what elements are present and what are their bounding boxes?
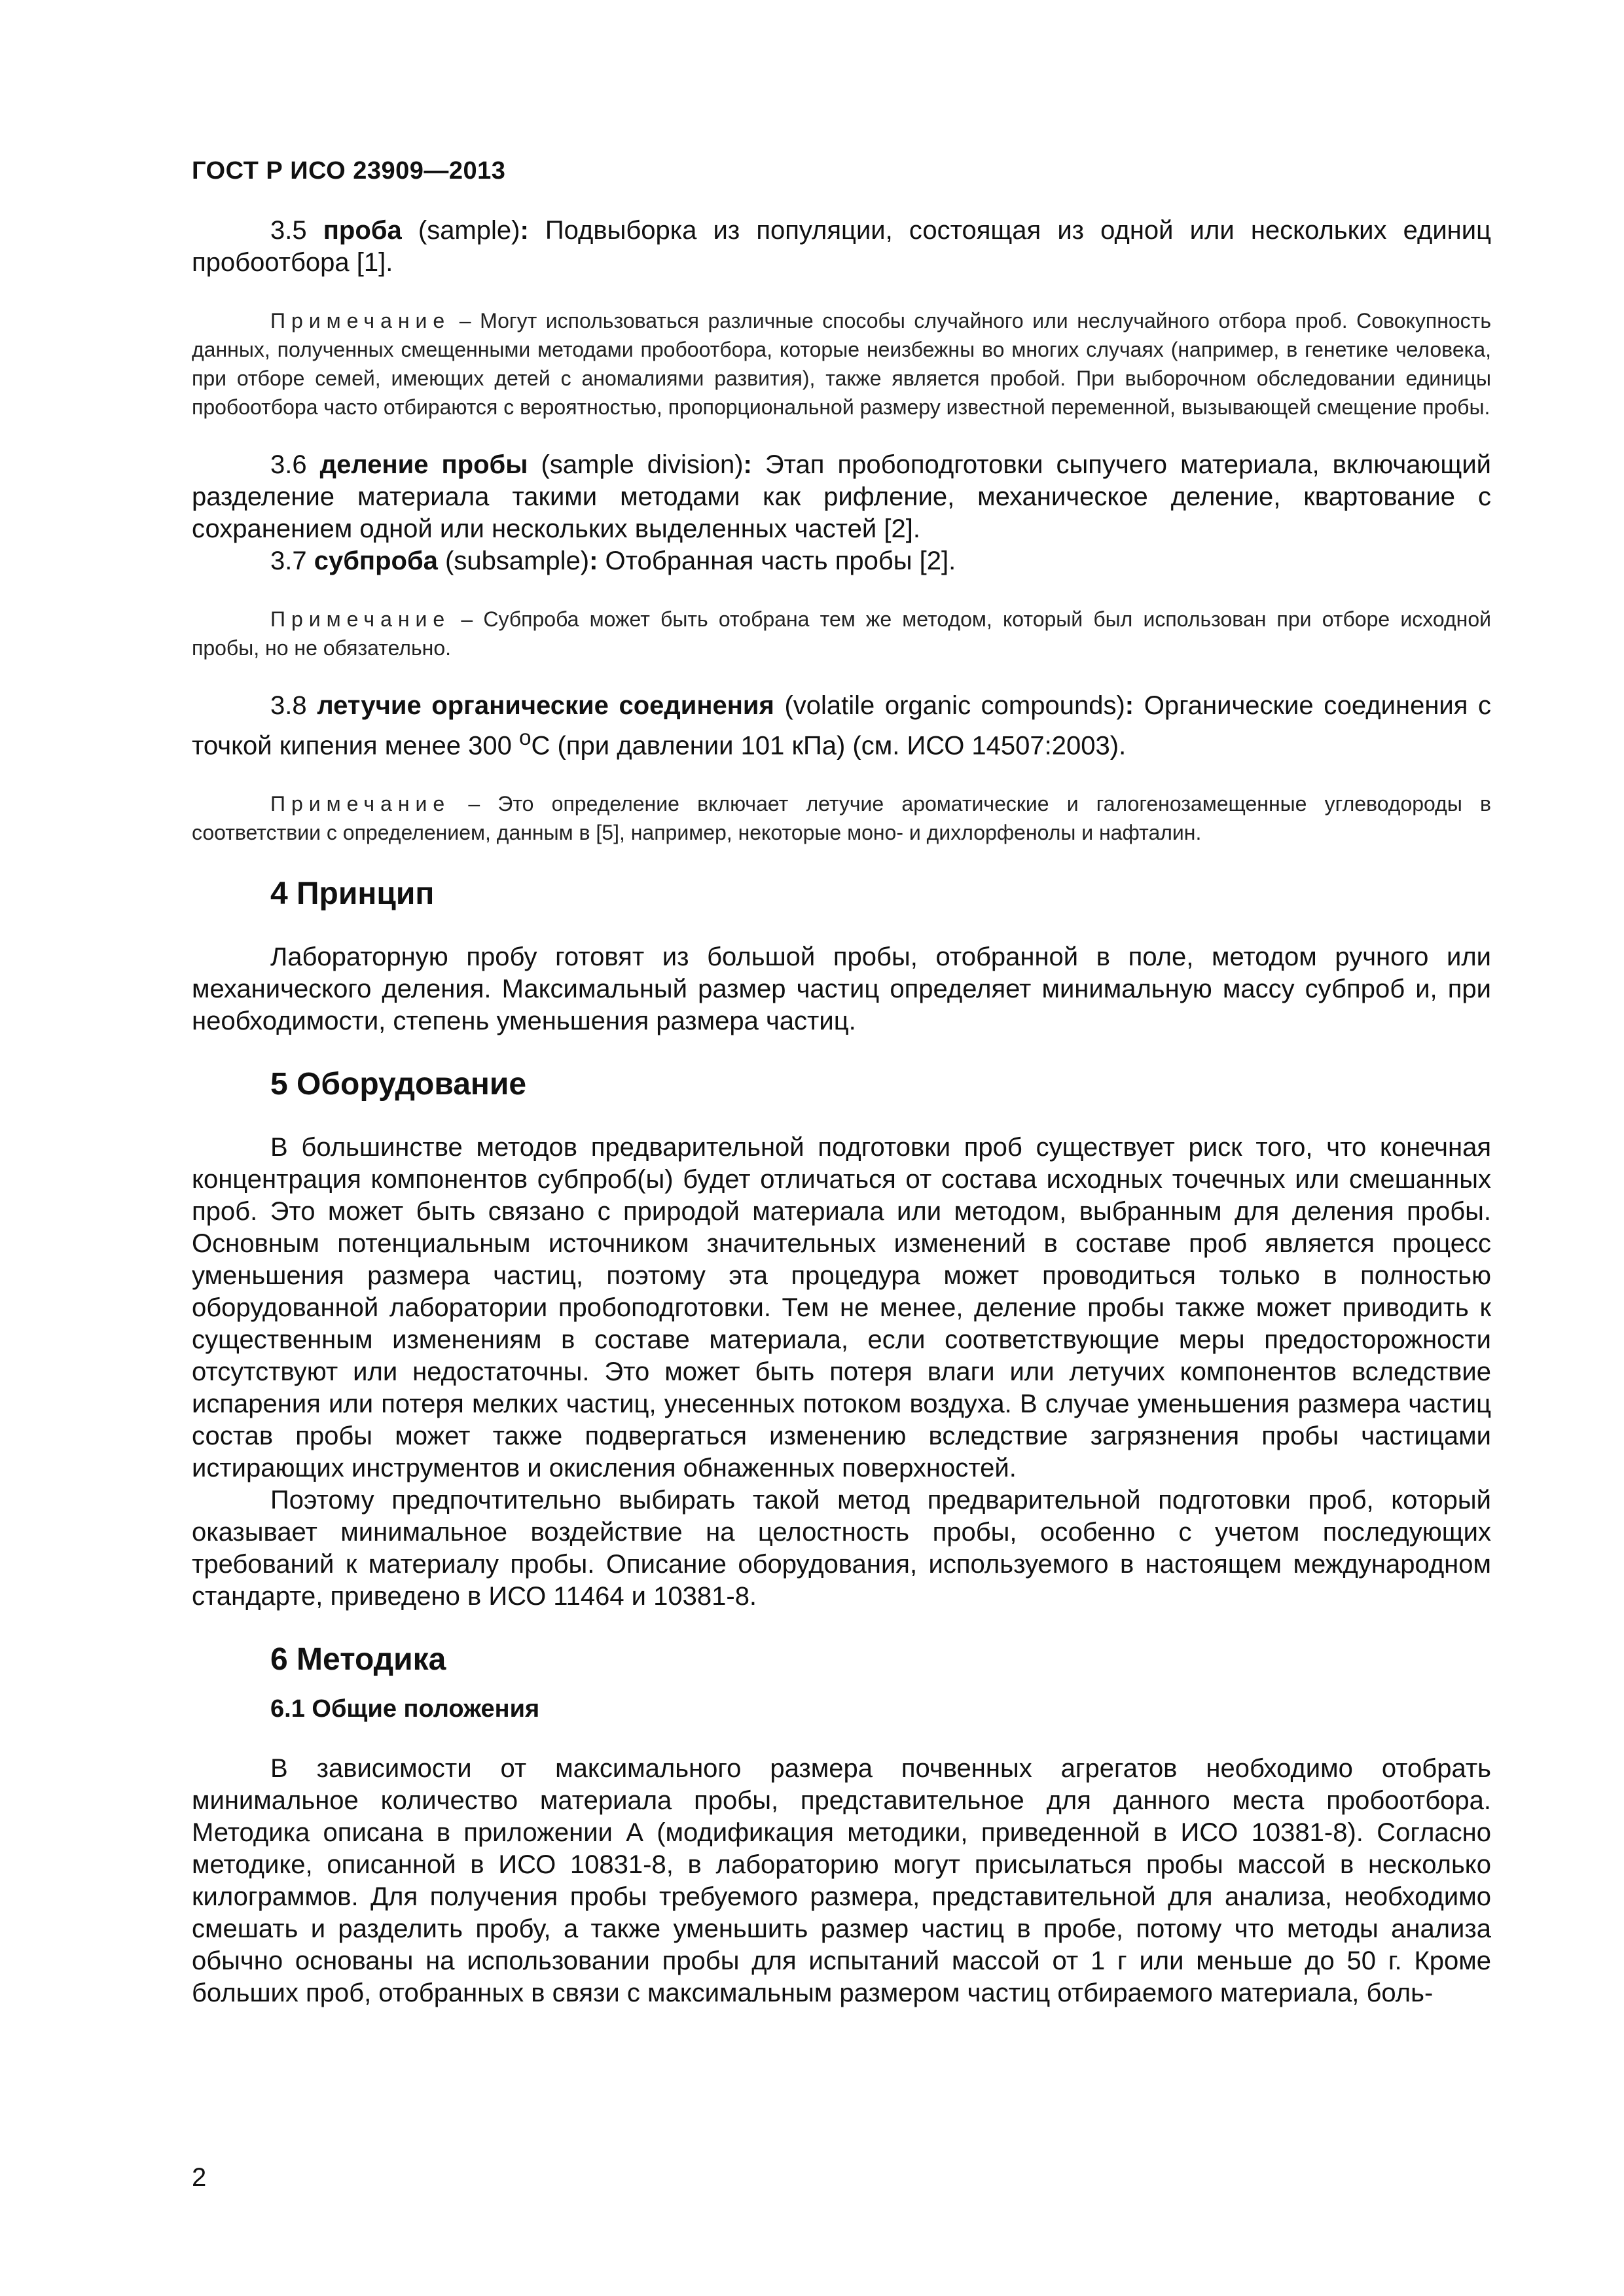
definition-term: проба <box>323 216 402 245</box>
definition-text-cont: С (при давлении 101 кПа) (см. ИСО 14507:2003). <box>531 731 1127 761</box>
section-5-paragraph-2: Поэтому предпочтительно выбирать такой метод предварительной подготовки проб, который оказывает минимальное воздействие на целостность пробы, особенно с учетом последующих требований к материалу пробы. Описание оборудования, используемого в настоящем международном стандарте, приведено в ИСО 11464 и 10381-8. <box>192 1486 1491 1611</box>
definition-3-5 <box>192 215 1491 279</box>
definition-text: Отобранная часть пробы [2]. <box>598 547 956 575</box>
subsection-6-1-title: 6.1 Общие положения <box>270 1695 540 1723</box>
definition-term: летучие органические соединения <box>317 691 774 720</box>
note-text: – Это определение включает летучие ароматические и галогенозамещенные углеводороды в соответствии с определением, данным в [5], например, некоторые моно- и дихлорфенолы и нафталин. <box>192 792 1491 845</box>
note-label: Примечание <box>270 607 451 631</box>
note-text: – Субпроба может быть отобрана тем же методом, который был использован при отборе исходной пробы, но не обязательно. <box>192 607 1491 660</box>
note-text: – Могут использоваться различные способы случайного или неслучайного отбора проб. Совокупность данных, полученных смещенными методами пробоотбора, которые неизбежны во многих случаях (например, в генетике человека, при отборе семей, имеющих детей с аномалиями развития), также является пробой. При выборочном обследовании единицы пробоотбора часто отбираются с вероятностью, пропорциональной размеру известной переменной, вызывающей смещение пробы. <box>192 309 1491 419</box>
definition-term-en: (sample division) <box>528 450 744 479</box>
note-3-7 <box>192 605 1491 662</box>
definition-number: 3.5 <box>270 216 323 245</box>
definition-3-8 <box>192 690 1491 762</box>
definition-term-en: (subsample) <box>437 547 590 575</box>
note-3-8 <box>192 789 1491 847</box>
definition-text: Подвыборка из популяции, состоящая из одной или нескольких единиц пробоотбора [1]. <box>192 216 1492 277</box>
note-3-5 <box>192 306 1491 422</box>
definition-number: 3.8 <box>270 691 317 720</box>
definition-colon: : <box>520 216 529 245</box>
definition-3-6 <box>192 449 1491 545</box>
section-6-paragraph: В зависимости от максимального размера почвенных агрегатов необходимо отобрать минимальное количество материала пробы, представительное для данного места пробоотбора. Методика описана в приложении А (модификация методики, приведенной в ИСО 10381-8). Согласно методике, описанной в ИСО 10831-8, в лабораторию могут присылаться пробы массой в несколько килограммов. Для получения пробы требуемого размера, представительной для анализа, необходимо смешать и разделить пробу, а также уменьшить размер частиц в пробе, потому что методы анализа обычно основаны на использовании пробы для испытаний массой от 1 г или меньше до 50 г. Кроме больших проб, отобранных в связи с максимальным размером частиц отбираемого материала, боль- <box>192 1754 1491 2008</box>
definition-term: субпроба <box>314 547 438 575</box>
definition-number: 3.7 <box>270 547 314 575</box>
definition-text: Этап пробоподготовки сыпучего материала, включающий разделение материала такими методами как рифление, механическое деление, квартование с сохранением одной или нескольких выделенных частей [2]. <box>192 450 1491 543</box>
section-4-paragraph: Лабораторную пробу готовят из большой пробы, отобранной в поле, методом ручного или механического деления. Максимальный размер частиц определяет минимальную массу субпроб и, при необходимости, степень уменьшения размера частиц. <box>192 942 1491 1036</box>
section-6-title: 6 Методика <box>270 1642 446 1677</box>
document-body <box>192 215 1491 2009</box>
definition-term-en: (volatile organic compounds) <box>774 691 1125 720</box>
definition-colon: : <box>743 450 752 479</box>
section-4-title: 4 Принцип <box>270 876 435 912</box>
section-5-title: 5 Оборудование <box>270 1067 527 1102</box>
page-number: 2 <box>192 2163 207 2192</box>
section-5-paragraph-1: В большинстве методов предварительной подготовки проб существует риск того, что конечная концентрация компонентов субпроб(ы) будет отличаться от состава исходных точечных или смешанных проб. Это может быть связано с природой материала или методом, выбранным для деления пробы. Основным потенциальным источником значительных изменений в составе проб является процесс уменьшения размера частиц, поэтому эта процедура может проводиться только в полностью оборудованной лаборатории пробоподготовки. Тем не менее, деление пробы также может приводить к существенным изменениям в составе материала, если соответствующие меры предосторожности отсутствуют или недостаточны. Это может быть потеря влаги или летучих компонентов вследствие испарения или потеря мелких частиц, унесенных потоком воздуха. В случае уменьшения размера частиц состав пробы может также подвергаться изменению вследствие загрязнения пробы частицами истирающих инструментов и окисления обнаженных поверхностей. <box>192 1133 1491 1483</box>
note-label: Примечание <box>270 309 451 332</box>
definition-number: 3.6 <box>270 450 320 479</box>
note-label: Примечание <box>270 792 451 816</box>
definition-colon: : <box>1125 691 1134 720</box>
definition-colon: : <box>589 547 598 575</box>
definition-term-en: (sample) <box>401 216 520 245</box>
running-header: ГОСТ Р ИСО 23909—2013 <box>192 157 506 185</box>
degree-superscript: o <box>518 726 532 750</box>
definition-text: Органические соединения с точкой кипения менее 300 <box>192 691 1492 761</box>
definition-term: деление пробы <box>319 450 528 479</box>
definition-3-7 <box>192 545 1491 577</box>
